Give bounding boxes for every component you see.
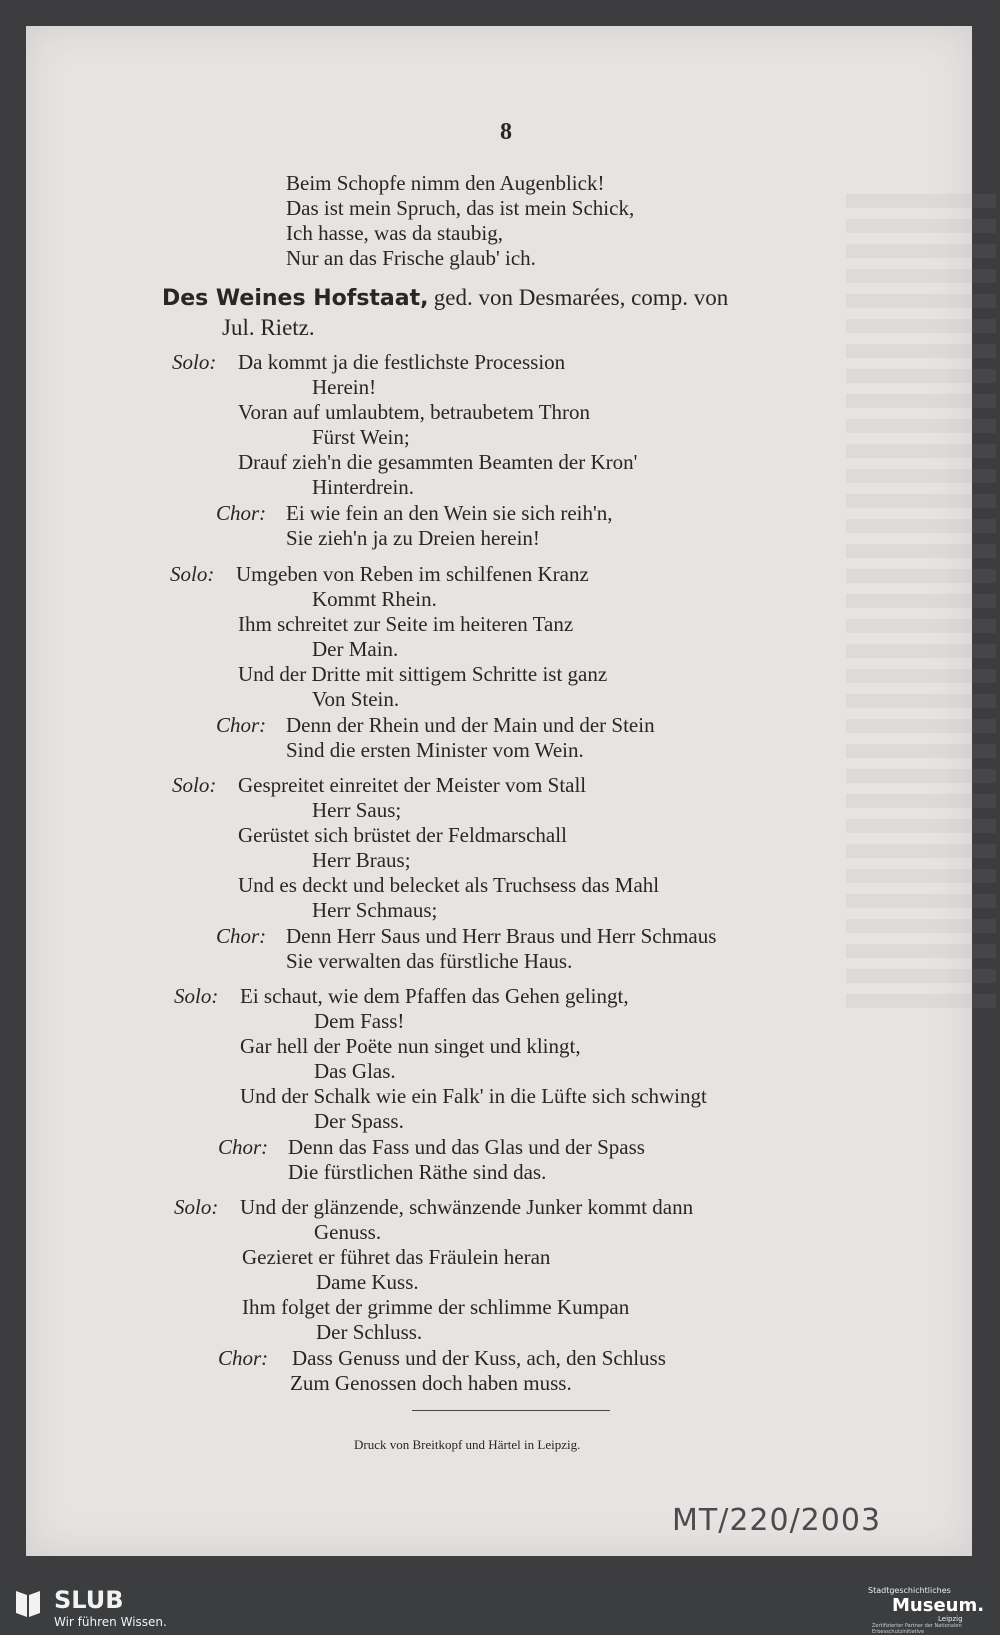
solo-line: Kommt Rhein. [312, 587, 437, 611]
chor-label: Chor: [216, 501, 267, 525]
solo-line: Ihm schreitet zur Seite im heiteren Tanz [238, 612, 574, 636]
solo-line: Und es deckt und belecket als Truchsess das Mahl [238, 873, 660, 897]
solo-label: Solo: [174, 984, 219, 1008]
solo-line: Drauf zieh'n die gesammten Beamten der Kron' [238, 450, 638, 474]
bleed-through-text [846, 194, 996, 1014]
solo-line: Herr Schmaus; [312, 898, 438, 922]
solo-line: Da kommt ja die festlichste Procession [238, 350, 566, 374]
song-credit: ged. von Desmarées, comp. von [433, 285, 729, 310]
chor-line: Ei wie fein an den Wein sie sich reih'n, [286, 501, 613, 525]
intro-line: Nur an das Frische glaub' ich. [286, 246, 536, 270]
solo-line: Und der Dritte mit sittigem Schritte ist ganz [238, 662, 608, 686]
intro-line: Beim Schopfe nimm den Augenblick! [286, 171, 605, 195]
chor-line: Sie verwalten das fürstliche Haus. [286, 949, 573, 973]
solo-line: Hinterdrein. [312, 475, 415, 499]
solo-line: Dame Kuss. [316, 1270, 419, 1294]
solo-line: Ei schaut, wie dem Pfaffen das Gehen gelingt, [240, 984, 629, 1008]
page-number: 8 [500, 119, 512, 145]
chor-line: Sind die ersten Minister vom Wein. [286, 738, 584, 762]
chor-label: Chor: [216, 713, 267, 737]
solo-line: Voran auf umlaubtem, betraubetem Thron [238, 400, 591, 424]
solo-line: Herr Braus; [312, 848, 411, 872]
song-title: Des Weines Hofstaat, [162, 286, 429, 311]
slub-subtitle: Wir führen Wissen. [54, 1615, 167, 1629]
solo-label: Solo: [174, 1195, 219, 1219]
museum-note: Zertifizierter Partner der Nationalen Erbesschutzinitiative [872, 1623, 962, 1635]
museum-name: Museum. [892, 1595, 985, 1616]
solo-line: Der Spass. [314, 1109, 404, 1133]
solo-label: Solo: [172, 773, 217, 797]
song-credit-cont: Jul. Rietz. [222, 315, 315, 340]
solo-label: Solo: [170, 562, 215, 586]
solo-line: Umgeben von Reben im schilfenen Kranz [236, 562, 589, 586]
solo-line: Gerüstet sich brüstet der Feldmarschall [238, 823, 567, 847]
chor-label: Chor: [218, 1346, 269, 1370]
chor-line: Sie zieh'n ja zu Dreien herein! [286, 526, 540, 550]
divider [412, 1410, 610, 1411]
chor-line: Zum Genossen doch haben muss. [290, 1371, 572, 1395]
slub-title: SLUB [54, 1586, 124, 1614]
solo-line: Dem Fass! [314, 1009, 405, 1033]
solo-line: Gar hell der Poëte nun singet und klingt, [240, 1034, 581, 1058]
chor-line: Denn das Fass und das Glas und der Spass [288, 1135, 645, 1159]
chor-label: Chor: [216, 924, 267, 948]
chor-line: Die fürstlichen Räthe sind das. [288, 1160, 547, 1184]
chor-line: Denn Herr Saus und Herr Braus und Herr Schmaus [286, 924, 717, 948]
solo-line: Von Stein. [312, 687, 400, 711]
solo-line: Genuss. [314, 1220, 382, 1244]
solo-line: Gespreitet einreitet der Meister vom Stall [238, 773, 587, 797]
solo-line: Und der glänzende, schwänzende Junker kommt dann [240, 1195, 694, 1219]
museum-city: Leipzig [938, 1615, 963, 1623]
solo-line: Das Glas. [314, 1059, 396, 1083]
solo-line: Gezieret er führet das Fräulein heran [242, 1245, 551, 1269]
solo-line: Fürst Wein; [312, 425, 410, 449]
chor-line: Denn der Rhein und der Main und der Stein [286, 713, 655, 737]
handwritten-shelfmark: MT/220/2003 [672, 1503, 882, 1538]
song-heading [162, 286, 728, 311]
chor-line: Dass Genuss und der Kuss, ach, den Schluss [292, 1346, 666, 1370]
solo-line: Herein! [312, 375, 377, 399]
solo-line: Herr Saus; [312, 798, 402, 822]
solo-line: Der Main. [312, 637, 399, 661]
slub-logo-icon [14, 1587, 42, 1619]
solo-line: Ihm folget der grimme der schlimme Kumpan [242, 1295, 630, 1319]
solo-line: Der Schluss. [316, 1320, 423, 1344]
solo-label: Solo: [172, 350, 217, 374]
printer-imprint: Druck von Breitkopf und Härtel in Leipzig. [354, 1437, 581, 1452]
intro-line: Das ist mein Spruch, das ist mein Schick, [286, 196, 635, 220]
footer-bar [0, 1582, 1000, 1635]
chor-label: Chor: [218, 1135, 269, 1159]
museum-label-top: Stadtgeschichtliches [868, 1586, 951, 1595]
solo-line: Und der Schalk wie ein Falk' in die Lüfte sich schwingt [240, 1084, 707, 1108]
intro-line: Ich hasse, was da staubig, [286, 221, 503, 245]
